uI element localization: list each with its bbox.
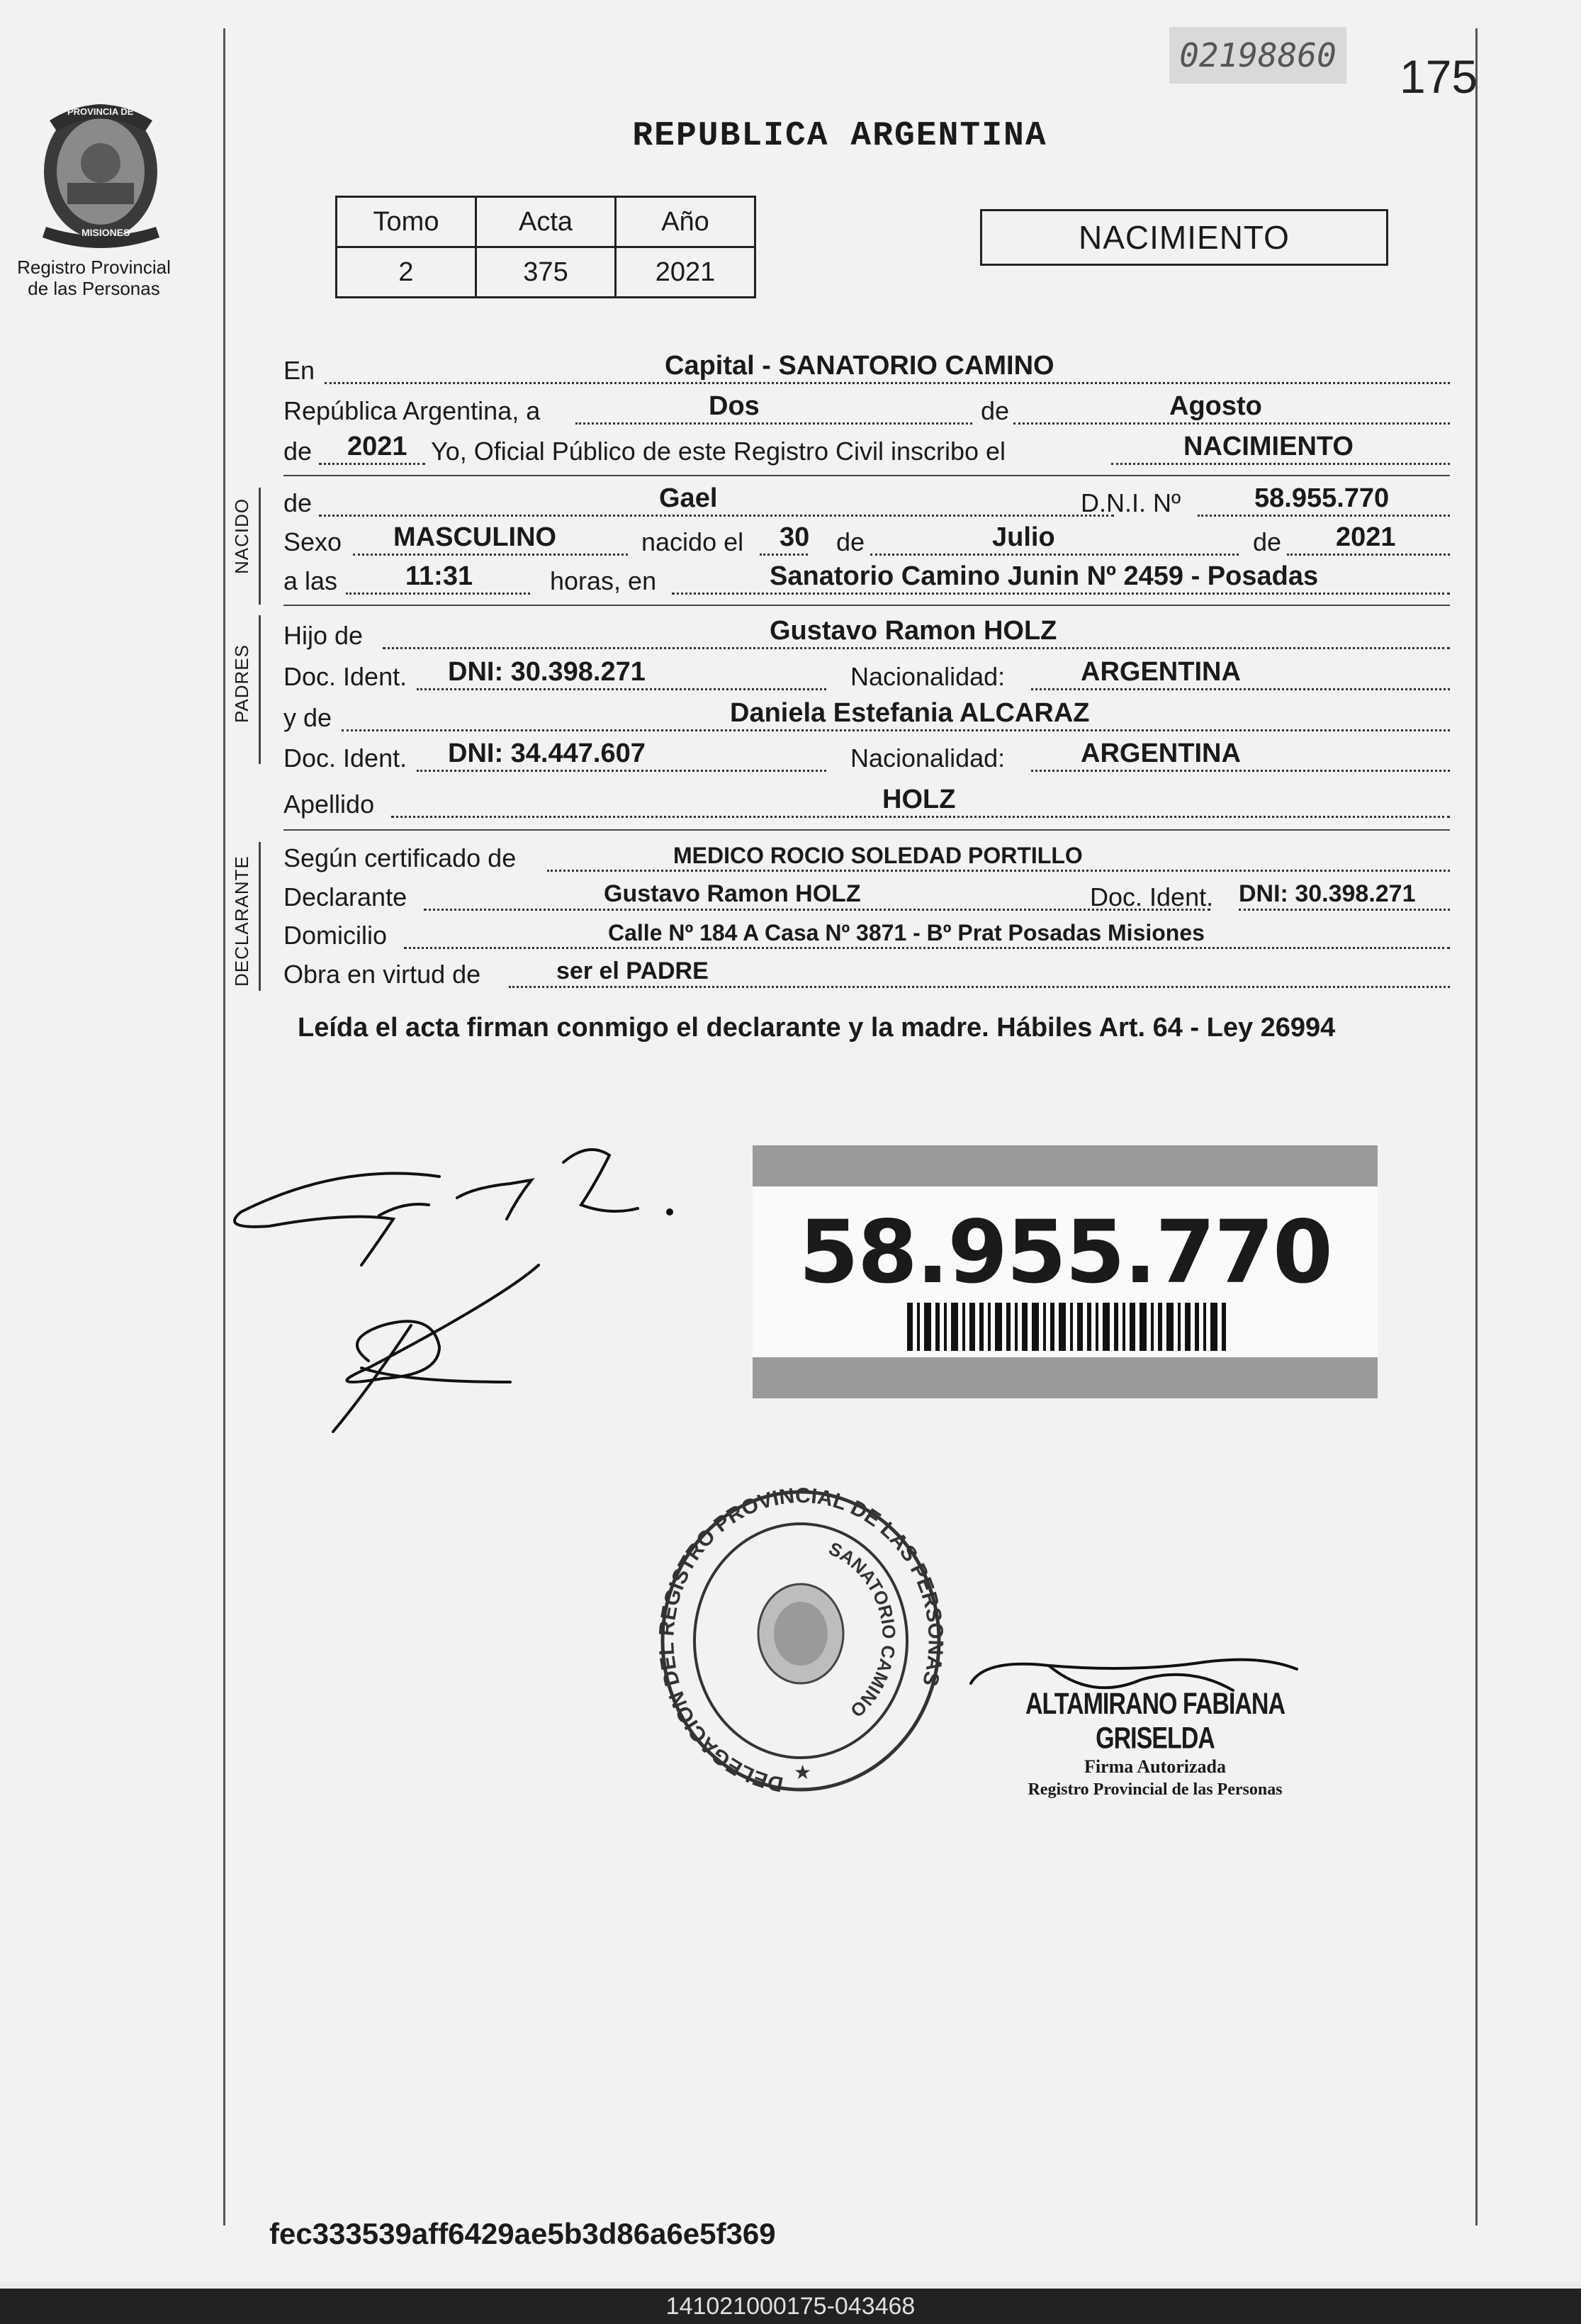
- value-father-nationality: ARGENTINA: [1081, 657, 1241, 687]
- value-record: NACIMIENTO: [1183, 432, 1354, 461]
- label-declarante: Declarante: [283, 882, 407, 911]
- registry-header-ano: Año: [616, 197, 755, 247]
- label-de-birth-month: de: [836, 527, 865, 556]
- value-birth-year: 2021: [1336, 522, 1396, 552]
- row-time-place: [283, 563, 1450, 599]
- row-certificate: [283, 841, 1450, 876]
- value-mother-name: Daniela Estefania ALCARAZ: [730, 698, 1090, 728]
- value-address: Calle Nº 184 A Casa Nº 3871 - Bº Prat Posadas Misiones: [608, 920, 1205, 945]
- logo-caption-line2: de las Personas: [28, 278, 160, 299]
- registry-value-tomo: 2: [337, 247, 476, 298]
- country-title: REPUBLICA ARGENTINA: [632, 117, 1047, 155]
- official-name: ALTAMIRANO FABIANA GRISELDA: [1025, 1687, 1285, 1756]
- label-declarant-doc: Doc. Ident.: [1090, 882, 1214, 911]
- section-label-declarante: DECLARANTE: [231, 855, 252, 987]
- label-de-birth-year: de: [1253, 527, 1282, 556]
- value-birth-place: Sanatorio Camino Junin Nº 2459 - Posadas: [770, 561, 1319, 591]
- row-mother-name: [283, 700, 1450, 736]
- section-label-nacido: NACIDO: [231, 498, 252, 574]
- label-y-de: y de: [283, 703, 332, 732]
- value-surname: HOLZ: [882, 785, 956, 814]
- row-father-name: [283, 618, 1450, 653]
- section-label-padres: PADRES: [231, 644, 252, 723]
- closing-text: Leída el acta firman conmigo el declarante y la madre. Hábiles Art. 64 - Ley 26994: [298, 1013, 1336, 1043]
- value-father-name: Gustavo Ramon HOLZ: [770, 616, 1057, 646]
- logo-caption-line1: Registro Provincial: [17, 257, 171, 278]
- label-dni: D.N.I. Nº: [1081, 488, 1181, 517]
- row-acting-as: [283, 957, 1450, 992]
- value-sex: MASCULINO: [393, 522, 557, 552]
- logo-text-bottom: MISIONES: [81, 227, 130, 238]
- declarant-signatures: [227, 1134, 709, 1453]
- label-mother-nationality: Nacionalidad:: [850, 743, 1006, 773]
- row-year: [283, 434, 1450, 469]
- value-declarant: Gustavo Ramon HOLZ: [604, 880, 861, 907]
- row-sex: [283, 524, 1450, 560]
- sticker-dni-number: 58.955.770: [799, 1202, 1332, 1303]
- label-horas-en: horas, en: [550, 566, 657, 595]
- label-obra: Obra en virtud de: [283, 960, 481, 989]
- value-declarant-doc: DNI: 30.398.271: [1239, 880, 1416, 907]
- label-de-month: de: [981, 396, 1010, 425]
- row-surname: [283, 787, 1450, 822]
- record-type-box: NACIMIENTO: [980, 209, 1388, 266]
- dni-sticker: [753, 1145, 1378, 1398]
- label-mother-doc: Doc. Ident.: [283, 743, 407, 773]
- label-a-las: a las: [283, 566, 338, 595]
- label-de-name: de: [283, 488, 313, 517]
- label-inscribo: Yo, Oficial Público de este Registro Civil inscribo el: [431, 437, 1006, 466]
- row-address: [283, 918, 1450, 953]
- value-year: 2021: [347, 432, 407, 461]
- label-en: En: [283, 356, 315, 385]
- official-role: Firma Autorizada: [1084, 1756, 1227, 1777]
- value-birth-time: 11:31: [405, 561, 473, 591]
- divider-3: [283, 829, 1450, 831]
- row-en: [283, 353, 1450, 388]
- value-mother-nationality: ARGENTINA: [1081, 739, 1241, 768]
- logo-caption: [0, 257, 188, 299]
- label-father-doc: Doc. Ident.: [283, 662, 407, 691]
- value-birth-day: 30: [780, 522, 810, 552]
- registry-header-tomo: Tomo: [337, 197, 476, 247]
- label-domicilio: Domicilio: [283, 921, 388, 950]
- divider-2: [283, 605, 1450, 606]
- value-acting-as: ser el PADRE: [556, 958, 709, 984]
- padres-section-line: [259, 615, 261, 764]
- value-mother-doc: DNI: 34.447.607: [448, 739, 646, 768]
- footer-code: 141021000175-043468: [665, 2293, 916, 2320]
- value-dni: 58.955.770: [1254, 483, 1390, 513]
- value-month-words: Agosto: [1169, 391, 1262, 421]
- row-father-doc: [283, 659, 1450, 695]
- value-birth-month: Julio: [992, 522, 1055, 552]
- seal-inner-text: SANATORIO CAMINO: [826, 1537, 900, 1722]
- row-mother-doc: [283, 741, 1450, 776]
- registry-header-acta: Acta: [476, 197, 616, 247]
- registry-value-acta: 375: [476, 247, 616, 298]
- label-republica: República Argentina, a: [283, 396, 541, 425]
- logo-text-top: PROVINCIA DE: [67, 106, 134, 117]
- sticker-stripe-top: [753, 1145, 1378, 1186]
- label-sexo: Sexo: [283, 527, 342, 556]
- official-block: [971, 1687, 1339, 1800]
- registry-table: [335, 196, 756, 298]
- nacido-section-line: [259, 488, 261, 605]
- label-de-year: de: [283, 437, 313, 466]
- svg-text:★: ★: [794, 1761, 812, 1783]
- page-number: 175: [1400, 50, 1478, 103]
- value-name: Gael: [659, 483, 718, 513]
- registry-value-ano: 2021: [616, 247, 755, 298]
- row-name: [283, 485, 1450, 521]
- label-father-nationality: Nacionalidad:: [850, 662, 1006, 691]
- row-republica: [283, 393, 1450, 429]
- label-nacido-el: nacido el: [641, 527, 744, 556]
- value-place: Capital - SANATORIO CAMINO: [665, 351, 1054, 381]
- label-hijo-de: Hijo de: [283, 621, 364, 650]
- row-declarant: [283, 880, 1450, 915]
- serial-number: 02198860: [1169, 27, 1346, 84]
- barcode: [907, 1303, 1226, 1351]
- label-apellido: Apellido: [283, 790, 375, 819]
- registry-seal: [652, 1481, 950, 1807]
- right-margin-line: [1475, 28, 1478, 2225]
- official-org: Registro Provincial de las Personas: [1028, 1780, 1283, 1799]
- seal-outer-text: DELEGACION DEL REGISTRO PROVINCIAL DE LAS PERSONAS: [655, 1483, 947, 1797]
- hash-code: fec333539aff6429ae5b3d86a6e5f369: [269, 2217, 776, 2250]
- declarante-section-line: [259, 842, 261, 991]
- value-certificate-by: MEDICO ROCIO SOLEDAD PORTILLO: [673, 843, 1083, 868]
- left-margin-line: [223, 28, 225, 2225]
- value-father-doc: DNI: 30.398.271: [448, 657, 646, 687]
- value-day-words: Dos: [709, 391, 760, 421]
- divider-1: [283, 475, 1450, 476]
- label-segun: Según certificado de: [283, 843, 517, 872]
- sticker-stripe-bottom: [753, 1357, 1378, 1398]
